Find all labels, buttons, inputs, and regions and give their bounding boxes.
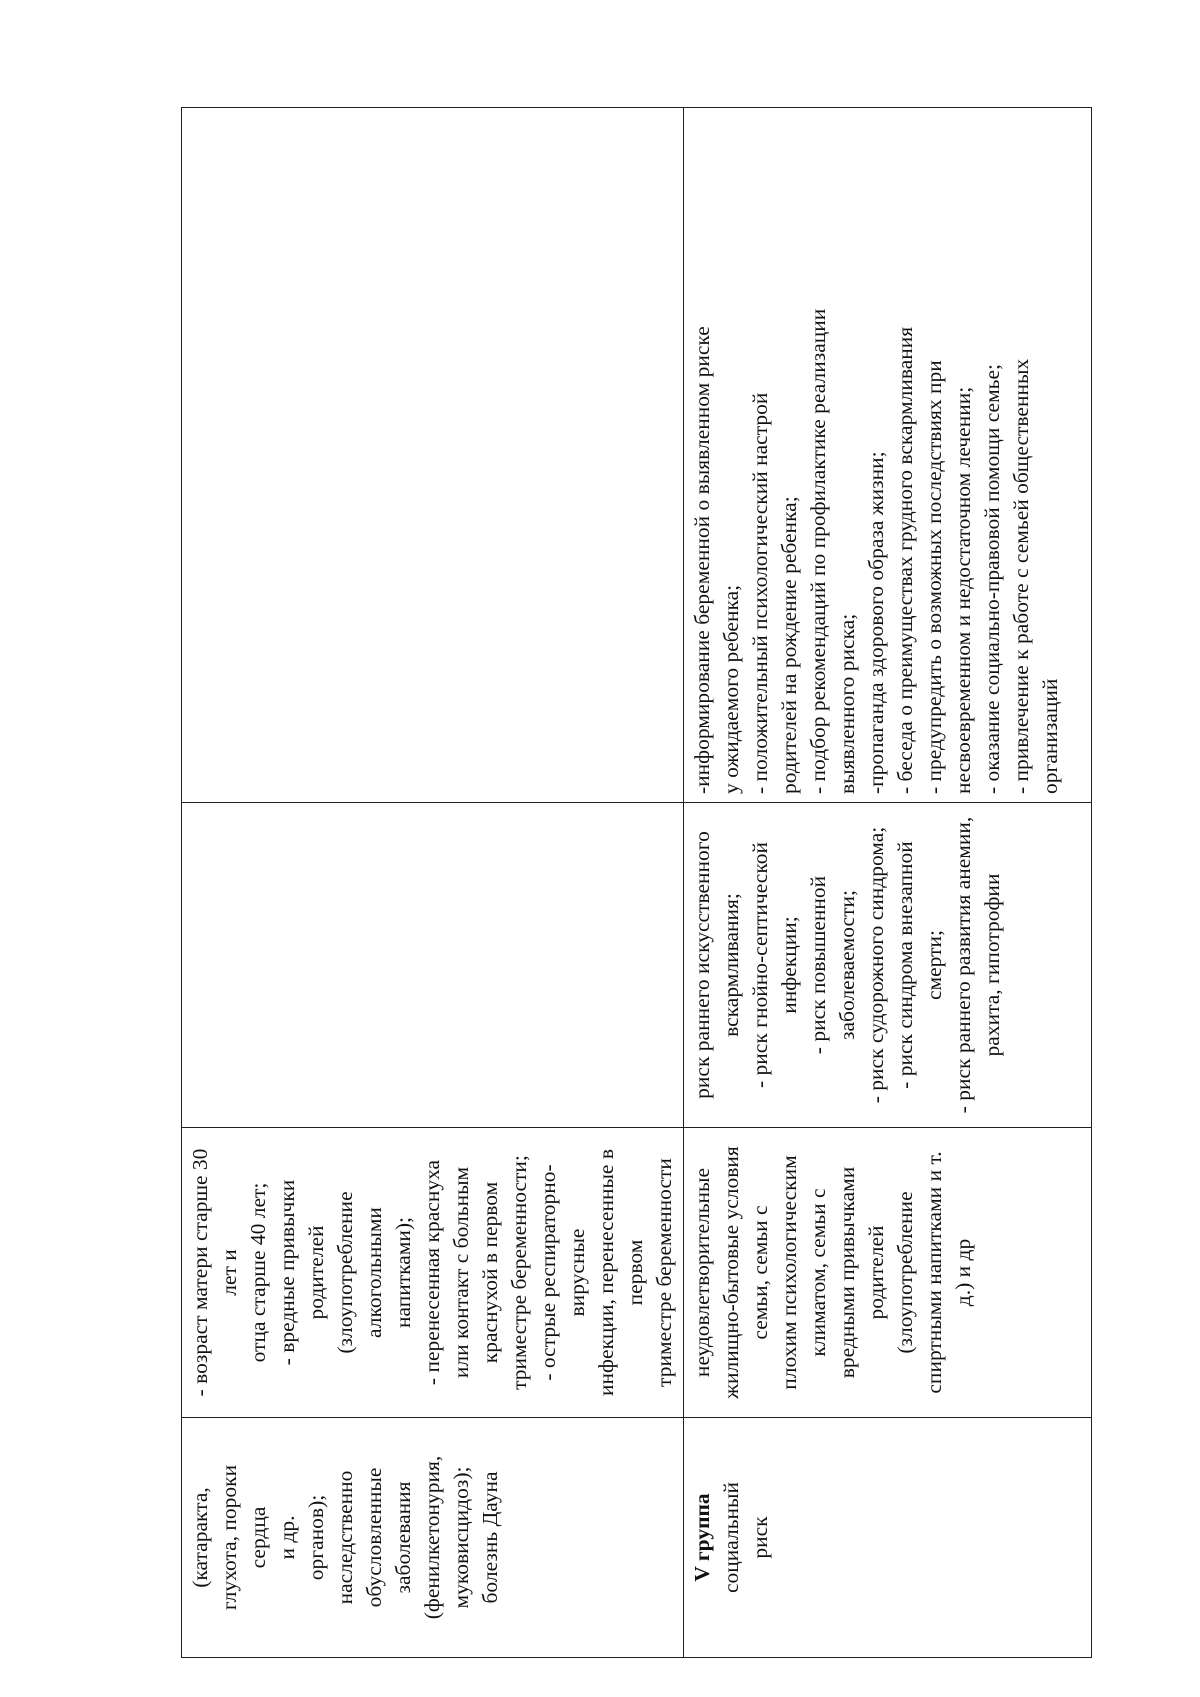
text-line: - перенесенная краснуха bbox=[420, 1159, 444, 1386]
text-line: родителей на рождение ребенка; bbox=[777, 496, 801, 794]
text-line: вирусные bbox=[565, 1228, 589, 1317]
text-line: первом bbox=[623, 1239, 647, 1306]
text-line: климатом, семьи с bbox=[806, 1188, 830, 1357]
text-line: и др. bbox=[275, 1515, 299, 1560]
lines bbox=[688, 1136, 978, 1409]
text-line: - беседа о преимуществах грудного вскармливания bbox=[893, 326, 917, 794]
text-line: глухота, пороки bbox=[217, 1464, 241, 1611]
text-line: -информирование беременной о выявленном риске bbox=[690, 326, 714, 794]
text-line: - подбор рекомендаций по профилактике реализации bbox=[806, 308, 830, 794]
text-line: вредными привычками bbox=[835, 1166, 859, 1379]
text-line: риск bbox=[748, 1516, 772, 1559]
text-line: - риск повышенной bbox=[806, 875, 830, 1055]
cell-group-5-factors bbox=[684, 1128, 1092, 1418]
text-line: - риск синдрома внезапной bbox=[893, 841, 917, 1089]
text-line: - оказание социально-правовой помощи семье; bbox=[980, 364, 1004, 794]
lines bbox=[186, 1426, 505, 1649]
text-line: краснухой в первом bbox=[478, 1181, 502, 1364]
text-line: социальный bbox=[719, 1481, 743, 1594]
text-line: алкогольными bbox=[362, 1207, 386, 1338]
lines bbox=[186, 1136, 679, 1409]
text-line: муковисцидоз); bbox=[449, 1466, 473, 1609]
text-line: болезнь Дауна bbox=[478, 1471, 502, 1604]
text-line: заболеваемости; bbox=[835, 890, 859, 1040]
text-line: (катаракта, bbox=[188, 1487, 212, 1588]
text-line: триместре беременности; bbox=[507, 1155, 531, 1390]
group-title: V группа bbox=[690, 1493, 714, 1582]
text-line: смерти; bbox=[922, 929, 946, 1001]
text-line: отца старше 40 лет; bbox=[246, 1182, 270, 1363]
text-line: триместре беременности bbox=[652, 1158, 676, 1387]
text-line: организаций bbox=[1038, 678, 1062, 794]
cell-risk-group-continued bbox=[182, 1418, 684, 1658]
cell-group-5-measures bbox=[684, 108, 1092, 803]
cell-measures-continued bbox=[182, 108, 684, 803]
text-line: плохим психологическим bbox=[777, 1155, 801, 1390]
text-line: родителей bbox=[304, 1225, 328, 1320]
text-line: или контакт с больным bbox=[449, 1166, 473, 1379]
lines bbox=[688, 811, 1007, 1119]
text-line: - привлечение к работе с семьей общественных bbox=[1009, 358, 1033, 794]
text-line: родителей bbox=[864, 1225, 888, 1320]
cell-group-5-title bbox=[684, 1418, 1092, 1658]
cell-risks-continued bbox=[182, 803, 684, 1128]
text-line: семьи, семьи с bbox=[748, 1205, 772, 1340]
text-line: инфекции, перенесенные в bbox=[594, 1149, 618, 1396]
lines bbox=[688, 116, 1065, 794]
text-line: (злоупотребление bbox=[333, 1191, 357, 1354]
text-line: - риск судорожного синдрома; bbox=[864, 826, 888, 1104]
text-line: вскармливания; bbox=[719, 893, 743, 1037]
text-line: - вредные привычки bbox=[275, 1179, 299, 1366]
text-line: - возраст матери старше 30 bbox=[188, 1148, 212, 1397]
text-line: -пропаганда здорового образа жизни; bbox=[864, 451, 888, 794]
text-line: заболевания bbox=[391, 1481, 415, 1594]
text-line: спиртными напитками и т. bbox=[922, 1151, 946, 1394]
text-line: - предупредить о возможных последствиях при bbox=[922, 360, 946, 794]
text-line: - острые респираторно- bbox=[536, 1164, 560, 1381]
text-line: лет и bbox=[217, 1249, 241, 1296]
text-line: несвоевременном и недостаточном лечении; bbox=[951, 386, 975, 794]
cell-group-5-risks bbox=[684, 803, 1092, 1128]
text-line: - риск раннего развития анемии, bbox=[951, 816, 975, 1114]
table-row-group-5 bbox=[684, 108, 1092, 1658]
text-line: сердца bbox=[246, 1506, 270, 1569]
text-line: - положительный психологический настрой bbox=[748, 392, 772, 794]
text-line: жилищно-бытовые условия bbox=[719, 1146, 743, 1399]
text-line: обусловленные bbox=[362, 1467, 386, 1608]
text-line: рахита, гипотрофии bbox=[980, 873, 1004, 1057]
text-line: выявленного риска; bbox=[835, 613, 859, 794]
cell-risk-factors-continued bbox=[182, 1128, 684, 1418]
text-line: у ожидаемого ребенка; bbox=[719, 584, 743, 794]
text-line: д.) и др bbox=[951, 1238, 975, 1307]
lines bbox=[717, 1426, 775, 1649]
text-line: органов); bbox=[304, 1494, 328, 1581]
text-line: риск раннего искусственного bbox=[690, 831, 714, 1099]
text-line: - риск гнойно-септической bbox=[748, 842, 772, 1088]
rotated-table-container bbox=[181, 108, 1062, 1658]
text-line: неудовлетворительные bbox=[690, 1167, 714, 1378]
text-line: (фенилкетонурия, bbox=[420, 1455, 444, 1620]
text-line: (злоупотребление bbox=[893, 1191, 917, 1354]
text-line: напитками); bbox=[391, 1216, 415, 1329]
text-line: инфекции; bbox=[777, 916, 801, 1014]
risk-groups-table bbox=[181, 107, 1092, 1658]
text-line: наследственно bbox=[333, 1470, 357, 1605]
table-row-continued bbox=[182, 108, 684, 1658]
